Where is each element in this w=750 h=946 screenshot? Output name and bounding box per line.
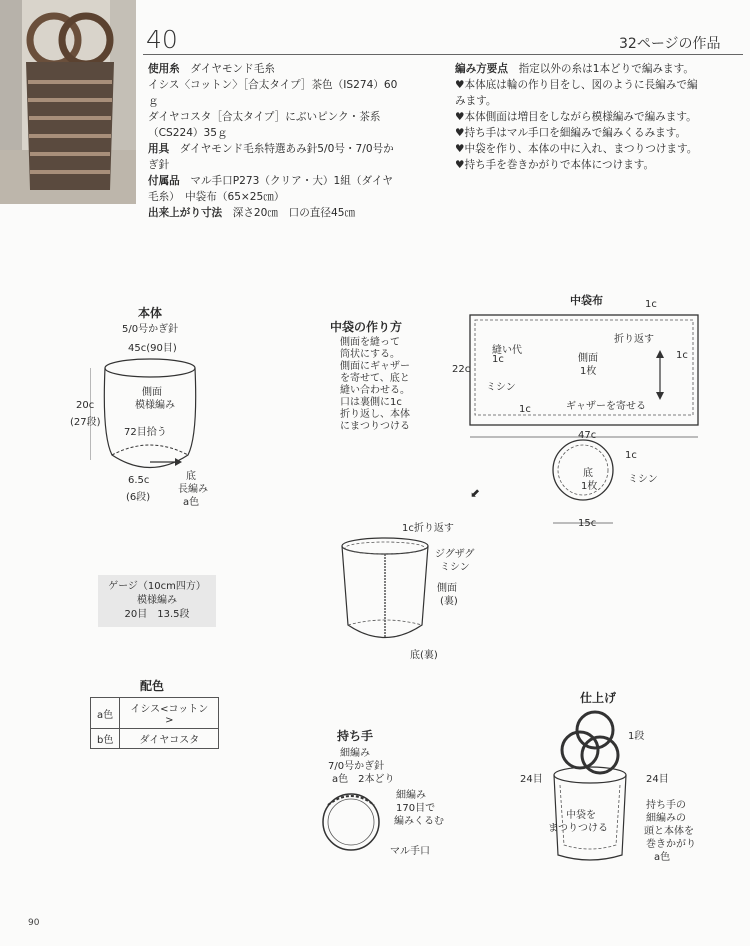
fabric-fold: 折り返す (614, 334, 654, 345)
fabric-base-count: 1枚 (581, 481, 598, 492)
color-table (90, 697, 219, 749)
color-value: イシス<コットン> (120, 698, 219, 729)
gauge-pattern: 模様編み (137, 595, 177, 606)
handle-title: 持ち手 (337, 729, 374, 743)
gauge-title: ゲージ（10cm四方） (108, 581, 206, 592)
size-value: 深さ20㎝ 口の直径45㎝ (232, 207, 356, 219)
base-color: a色 (183, 497, 200, 508)
fabric-top-margin: 1c (645, 299, 657, 310)
colors-title: 配色 (140, 679, 165, 693)
body-hook: 5/0号かぎ針 (122, 324, 179, 335)
color-row (91, 729, 219, 749)
handle-ring: マル手口 (390, 846, 430, 857)
yarn-label: 使用糸 (148, 63, 180, 75)
body-side: 側面 (142, 387, 162, 398)
finish-inner: 中袋を (566, 810, 596, 821)
finish-left-stitches: 24目 (520, 774, 543, 785)
inner-back: (裏) (440, 596, 458, 607)
base-stitch: 長編み (178, 484, 208, 495)
fabric-base-width: 15c (578, 518, 597, 529)
yarn-line: ｇ (148, 95, 159, 107)
size-label: 出来上がり寸法 (148, 207, 223, 219)
tools-label: 用具 (148, 143, 170, 155)
finish-inner: まつりつける (548, 823, 608, 834)
handle-stitch: 細編み (340, 748, 370, 759)
page-number: 90 (28, 918, 40, 928)
color-key: a色 (91, 698, 120, 729)
finish-note: 巻きかがり (646, 839, 696, 850)
tools-text: ダイヤモンド毛糸特選あみ針5/0号・7/0号か (179, 143, 394, 155)
method-line: 縫い合わせる。 (340, 385, 410, 396)
lining-fabric-diagram (465, 300, 705, 540)
yarn-brand: ダイヤモンド毛糸 (190, 63, 275, 75)
color-row (91, 698, 219, 729)
lining-method-title: 中袋の作り方 (330, 320, 403, 334)
finish-note: 細編みの (646, 813, 686, 824)
fabric-bottom-margin: 1c (519, 404, 531, 415)
bag-photo-illustration (0, 0, 136, 204)
body-height: 20c (76, 400, 95, 411)
method-line: 筒状にする。 (340, 349, 400, 360)
arrow-icon: ⬋ (470, 486, 481, 500)
materials-block (148, 61, 433, 221)
header-rule (143, 54, 743, 55)
instructions-block (455, 61, 745, 173)
fabric-width: 47c (578, 430, 597, 441)
method-line: 側面を縫って (340, 337, 400, 348)
fabric-base: 底 (583, 468, 593, 479)
tools-text: ぎ針 (148, 159, 170, 171)
howto-label: 編み方要点 (455, 63, 508, 75)
fabric-seam-value: 1c (492, 354, 504, 365)
finish-right-stitches: 24目 (646, 774, 669, 785)
handle-yarn: a色 2本どり (332, 774, 395, 785)
method-line: を寄せて、底と (340, 373, 410, 384)
method-line: にまつりつける (340, 421, 410, 432)
base-label: 底 (186, 471, 196, 482)
accessories-label: 付属品 (148, 175, 180, 187)
inner-side: 側面 (437, 583, 457, 594)
base-width: 6.5c (128, 475, 150, 486)
gauge-values: 20目 13.5段 (124, 609, 190, 620)
handle-note: 細編み (396, 790, 426, 801)
method-line: 側面にギャザー (340, 361, 410, 372)
lining-method-text (340, 337, 410, 433)
body-pattern: 模様編み (135, 400, 175, 411)
fabric-right-margin: 1c (676, 350, 688, 361)
finish-note: a色 (654, 852, 671, 863)
page-reference: 32ページの作品 (619, 36, 721, 52)
fabric-seam-allowance: 縫い代 (492, 345, 522, 356)
inner-machine: ミシン (440, 562, 470, 573)
method-line: 折り返し、本体 (340, 409, 410, 420)
accessories-text: 毛糸） 中袋布（65×25㎝） (148, 191, 285, 203)
handle-note: 編みくるむ (394, 816, 444, 827)
body-top-width: 45c(90目) (128, 343, 177, 354)
fabric-count: 1枚 (580, 366, 597, 377)
howto-intro: 指定以外の糸は1本どりで編みます。 (518, 63, 694, 75)
body-pickup: 72目拾う (124, 427, 167, 438)
yarn-line: （CS224）35ｇ (148, 127, 228, 139)
method-line: 口は裏側に1c (340, 397, 402, 408)
pattern-number: 40 (146, 25, 178, 54)
yarn-line: ダイヤコスタ［合太タイプ］にぶいピンク・茶系 (148, 111, 381, 123)
body-diagram (90, 350, 210, 485)
body-rows: (27段) (70, 417, 101, 428)
fabric-base-machine: ミシン (628, 474, 658, 485)
inner-bag-diagram (330, 530, 440, 655)
gauge-box (98, 575, 216, 627)
handle-hook: 7/0号かぎ針 (328, 761, 385, 772)
fabric-height: 22c (452, 364, 471, 375)
yarn-line: イシス〈コットン〉［合太タイプ］茶色（IS274）60 (148, 79, 398, 91)
finish-title: 仕上げ (580, 691, 617, 705)
handle-note: 170目で (396, 803, 436, 814)
fabric-base-margin: 1c (625, 450, 637, 461)
howto-step: ♥本体側面は増目をしながら模様編みで編みます。 (455, 111, 697, 123)
fabric-gather: ギャザーを寄せる (566, 401, 646, 412)
lining-fabric-title: 中袋布 (570, 294, 603, 307)
howto-step: ♥持ち手を巻きかがりで本体につけます。 (455, 159, 655, 171)
product-photo (0, 0, 136, 204)
fabric-machine: ミシン (486, 382, 516, 393)
finish-row: 1段 (628, 731, 645, 742)
inner-fold: 1c折り返す (402, 523, 454, 534)
fabric-side: 側面 (578, 353, 598, 364)
howto-step: みます。 (455, 95, 497, 107)
howto-step: ♥本体底は輪の作り目をし、図のように長編みで編 (455, 79, 698, 91)
howto-step: ♥持ち手はマル手口を細編みで編みくるみます。 (455, 127, 687, 139)
base-rows: (6段) (126, 492, 151, 503)
color-key: b色 (91, 729, 120, 749)
finish-note: 持ち手の (646, 800, 686, 811)
inner-base: 底(裏) (410, 650, 438, 661)
finish-note: 頭と本体を (644, 826, 694, 837)
handle-diagram (318, 787, 388, 857)
accessories-text: マル手口P273（クリア・大）1組（ダイヤ (190, 175, 394, 187)
howto-step: ♥中袋を作り、本体の中に入れ、まつりつけます。 (455, 143, 698, 155)
color-value: ダイヤコスタ (120, 729, 219, 749)
body-title: 本体 (138, 306, 163, 320)
inner-zigzag: ジグザグ (435, 549, 475, 560)
